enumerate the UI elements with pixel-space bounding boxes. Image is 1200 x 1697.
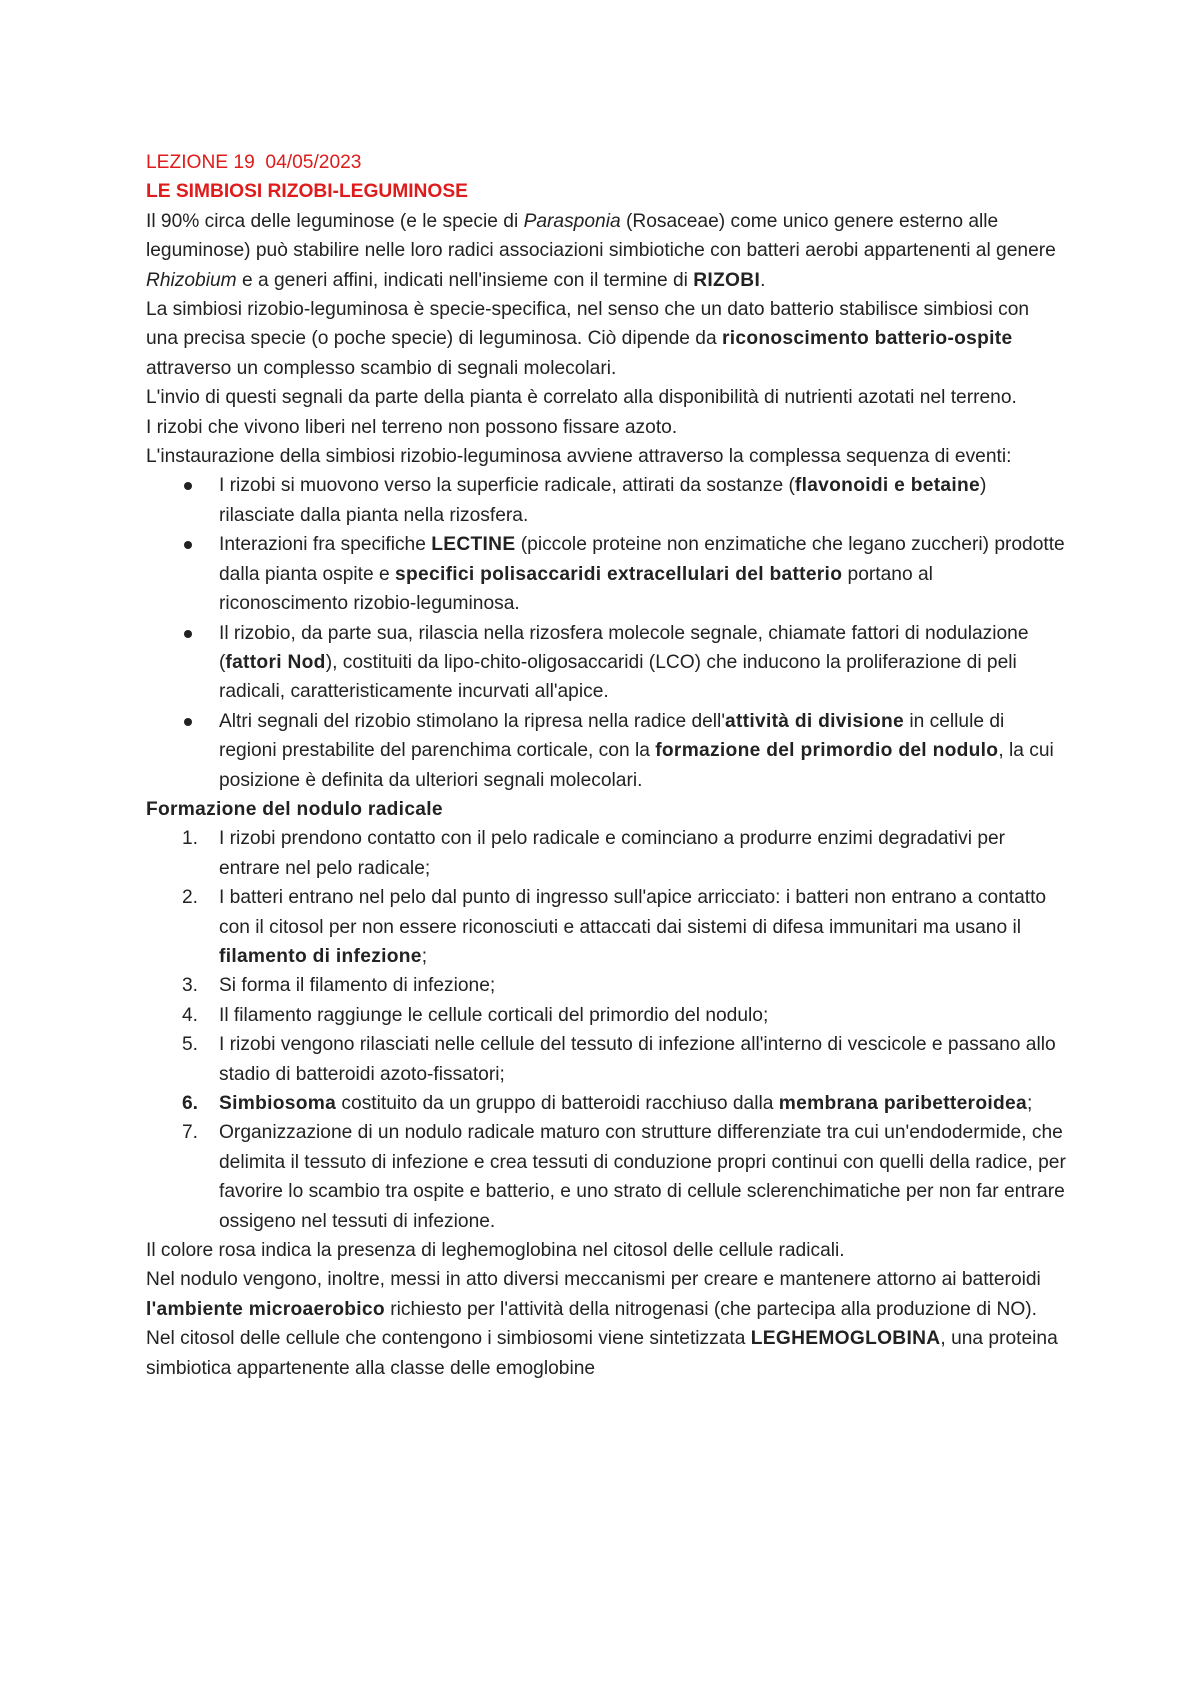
intro-paragraph-1: Il 90% circa delle leguminose (e le specie di Parasponia (Rosaceae) come unico genere esterno alle leguminose) può stabilire nelle loro radici associazioni simbiotiche con batteri aerobi appartenenti al genere Rhizobium e a generi affini, indicati nell'insieme con il termine di RIZOBI. (146, 210, 1056, 291)
document-page (146, 148, 1066, 1383)
intro-paragraph-3: L'invio di questi segnali da parte della pianta è correlato alla disponibilità di nutrienti azotati nel terreno. (146, 387, 1017, 409)
events-bullet-list (146, 471, 1066, 794)
closing-paragraph-2: Nel nodulo vengono, inoltre, messi in atto diversi meccanismi per creare e mantenere attorno ai batteroidi l'ambiente microaerobico richiesto per l'attività della nitrogenasi (che partecipa alla produzione di NO). (146, 1269, 1041, 1320)
intro-paragraph-4: I rizobi che vivono liberi nel terreno non possono fissare azoto. (146, 416, 678, 438)
intro-paragraph-5: L'instaurazione della simbiosi rizobio-leguminosa avviene attraverso la complessa sequenza di eventi: (146, 446, 1012, 468)
list-item: 7. Organizzazione di un nodulo radicale maturo con strutture differenziate tra cui un'endodermide, che delimita il tessuto di infezione e crea tessuti di conduzione propri continui con quelli della radice, per favorire lo scambio tra ospite e batterio, e uno strato di cellule sclerenchimatiche per non far entrare ossigeno nel tessuti di infezione. (182, 1122, 1066, 1232)
list-item: 3. Si forma il filamento di infezione; (182, 975, 496, 997)
list-item: I rizobi si muovono verso la superficie radicale, attirati da sostanze (flavonoidi e betaine) rilasciate dalla pianta nella rizosfera. (219, 471, 1066, 530)
lesson-header: LEZIONE 19 04/05/2023 (146, 152, 362, 173)
list-item: 6. Simbiosoma costituito da un gruppo di batteroidi racchiuso dalla membrana paribetteroidea; (182, 1093, 1033, 1114)
list-item: 5. I rizobi vengono rilasciati nelle cellule del tessuto di infezione all'interno di vescicole e passano allo stadio di batteroidi azoto-fissatori; (182, 1034, 1056, 1085)
list-item: Altri segnali del rizobio stimolano la ripresa nella radice dell'attività di divisione in cellule di regioni prestabilite del parenchima corticale, con la formazione del primordio del nodulo, la cui posizione è definita da ulteriori segnali molecolari. (219, 707, 1066, 795)
list-item: 2. I batteri entrano nel pelo dal punto di ingresso sull'apice arricciato: i batteri non entrano a contatto con il citosol per non essere riconosciuti e attaccati dai sistemi di difesa immunitari ma usano il filamento di infezione; (182, 887, 1047, 967)
intro-paragraph-2: La simbiosi rizobio-leguminosa è specie-specifica, nel senso che un dato batterio stabilisce simbiosi con una precisa specie (o poche specie) di leguminosa. Ciò dipende da riconoscimento batterio-ospite attraverso un complesso scambio di segnali molecolari. (146, 299, 1030, 379)
list-item: 4. Il filamento raggiunge le cellule corticali del primordio del nodulo; (182, 1004, 769, 1026)
list-item: Il rizobio, da parte sua, rilascia nella rizosfera molecole segnale, chiamate fattori di nodulazione (fattori Nod), costituiti da lipo-chito-oligosaccaridi (LCO) che inducono la proliferazione di peli radicali, caratteristicamente incurvati all'apice. (219, 619, 1066, 707)
list-item: Interazioni fra specifiche LECTINE (piccole proteine non enzimatiche che legano zuccheri) prodotte dalla pianta ospite e specifici polisaccaridi extracellulari del batterio portano al riconoscimento rizobio-leguminosa. (219, 530, 1066, 618)
list-item: 1. I rizobi prendono contatto con il pelo radicale e cominciano a produrre enzimi degradativi per entrare nel pelo radicale; (182, 828, 1006, 879)
steps-numbered-list (146, 824, 1066, 1236)
closing-paragraph-1: Il colore rosa indica la presenza di leghemoglobina nel citosol delle cellule radicali. (146, 1240, 845, 1262)
section-heading: Formazione del nodulo radicale (146, 798, 443, 820)
closing-paragraph-3: Nel citosol delle cellule che contengono i simbiosomi viene sintetizzata LEGHEMOGLOBINA, una proteina simbiotica appartenente alla classe delle emoglobine (146, 1328, 1058, 1379)
document-title: LE SIMBIOSI RIZOBI-LEGUMINOSE (146, 181, 468, 203)
